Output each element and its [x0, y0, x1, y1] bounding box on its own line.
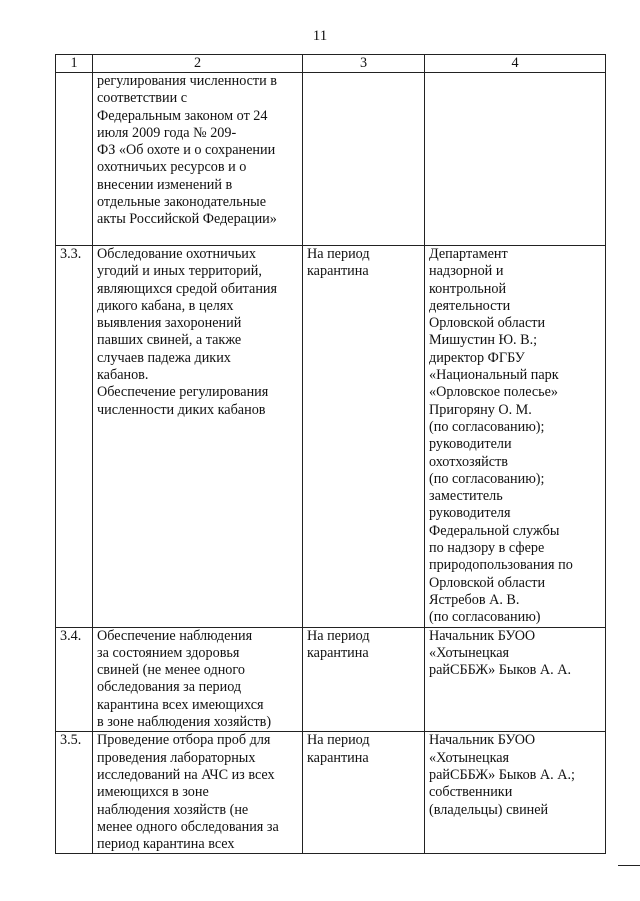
term-text: На период карантина: [307, 246, 370, 280]
table-header-row: [56, 55, 606, 73]
measure-text: регулирования численности в соответствии с Федеральным законом от 24 июля 2009 года № 209- ФЗ «Об охоте и о сохранении охотничьих ресурсов и о внесении изменений в отдельные законодательные акты Российской Федерации»: [97, 73, 277, 228]
measure-text: Обеспечение наблюдения за состоянием здоровья свиней (не менее одного обследования за период карантина всех имеющихся в зоне наблюдения хозяйств): [97, 627, 272, 731]
column-header-responsible: 4: [425, 55, 606, 73]
row-number: 3.5.: [56, 732, 93, 854]
term-text: На период карантина: [307, 732, 370, 766]
responsible-text: Начальник БУОО «Хотынецкая райСББЖ» Быков А. А.: [429, 627, 572, 679]
margin-mark: [618, 865, 640, 866]
measure-text: Проведение отбора проб для проведения лабораторных исследований на АЧС из всех имеющихся в зоне наблюдения хозяйств (не менее одного обследования за период карантина всех: [97, 732, 279, 853]
term-text: На период карантина: [307, 627, 370, 661]
column-header-measure: 2: [93, 55, 303, 73]
table-row: [56, 627, 606, 732]
row-number: 3.3.: [56, 246, 93, 628]
table-row: [56, 73, 606, 246]
responsible-text: Начальник БУОО «Хотынецкая райСББЖ» Быков А. А.; собственники (владельцы) свиней: [429, 732, 576, 818]
column-header-number: 1: [56, 55, 93, 73]
table-row: [56, 732, 606, 854]
row-number: 3.4.: [56, 627, 93, 732]
row-number: [56, 73, 93, 246]
page-number: 11: [312, 28, 328, 44]
table-row: [56, 246, 606, 628]
responsible-text: Департамент надзорной и контрольной деятельности Орловской области Мишустин Ю. В.; директор ФГБУ «Национальный парк «Орловское полесье» Пригоряну О. М. (по согласованию); руководители охотхозяйств (по согласованию); заместитель руководителя Федеральной службы по надзору в сфере природопользования по Орловской области Ястребов А. В. (по согласованию): [429, 246, 573, 626]
column-header-term: 3: [303, 55, 425, 73]
measures-table: [55, 54, 606, 854]
measure-text: Обследование охотничьих угодий и иных территорий, являющихся средой обитания дикого кабана, в целях выявления захоронений павших свиней, а также случаев падежа диких кабанов. Обеспечение регулирования численности диких кабанов: [97, 246, 278, 418]
